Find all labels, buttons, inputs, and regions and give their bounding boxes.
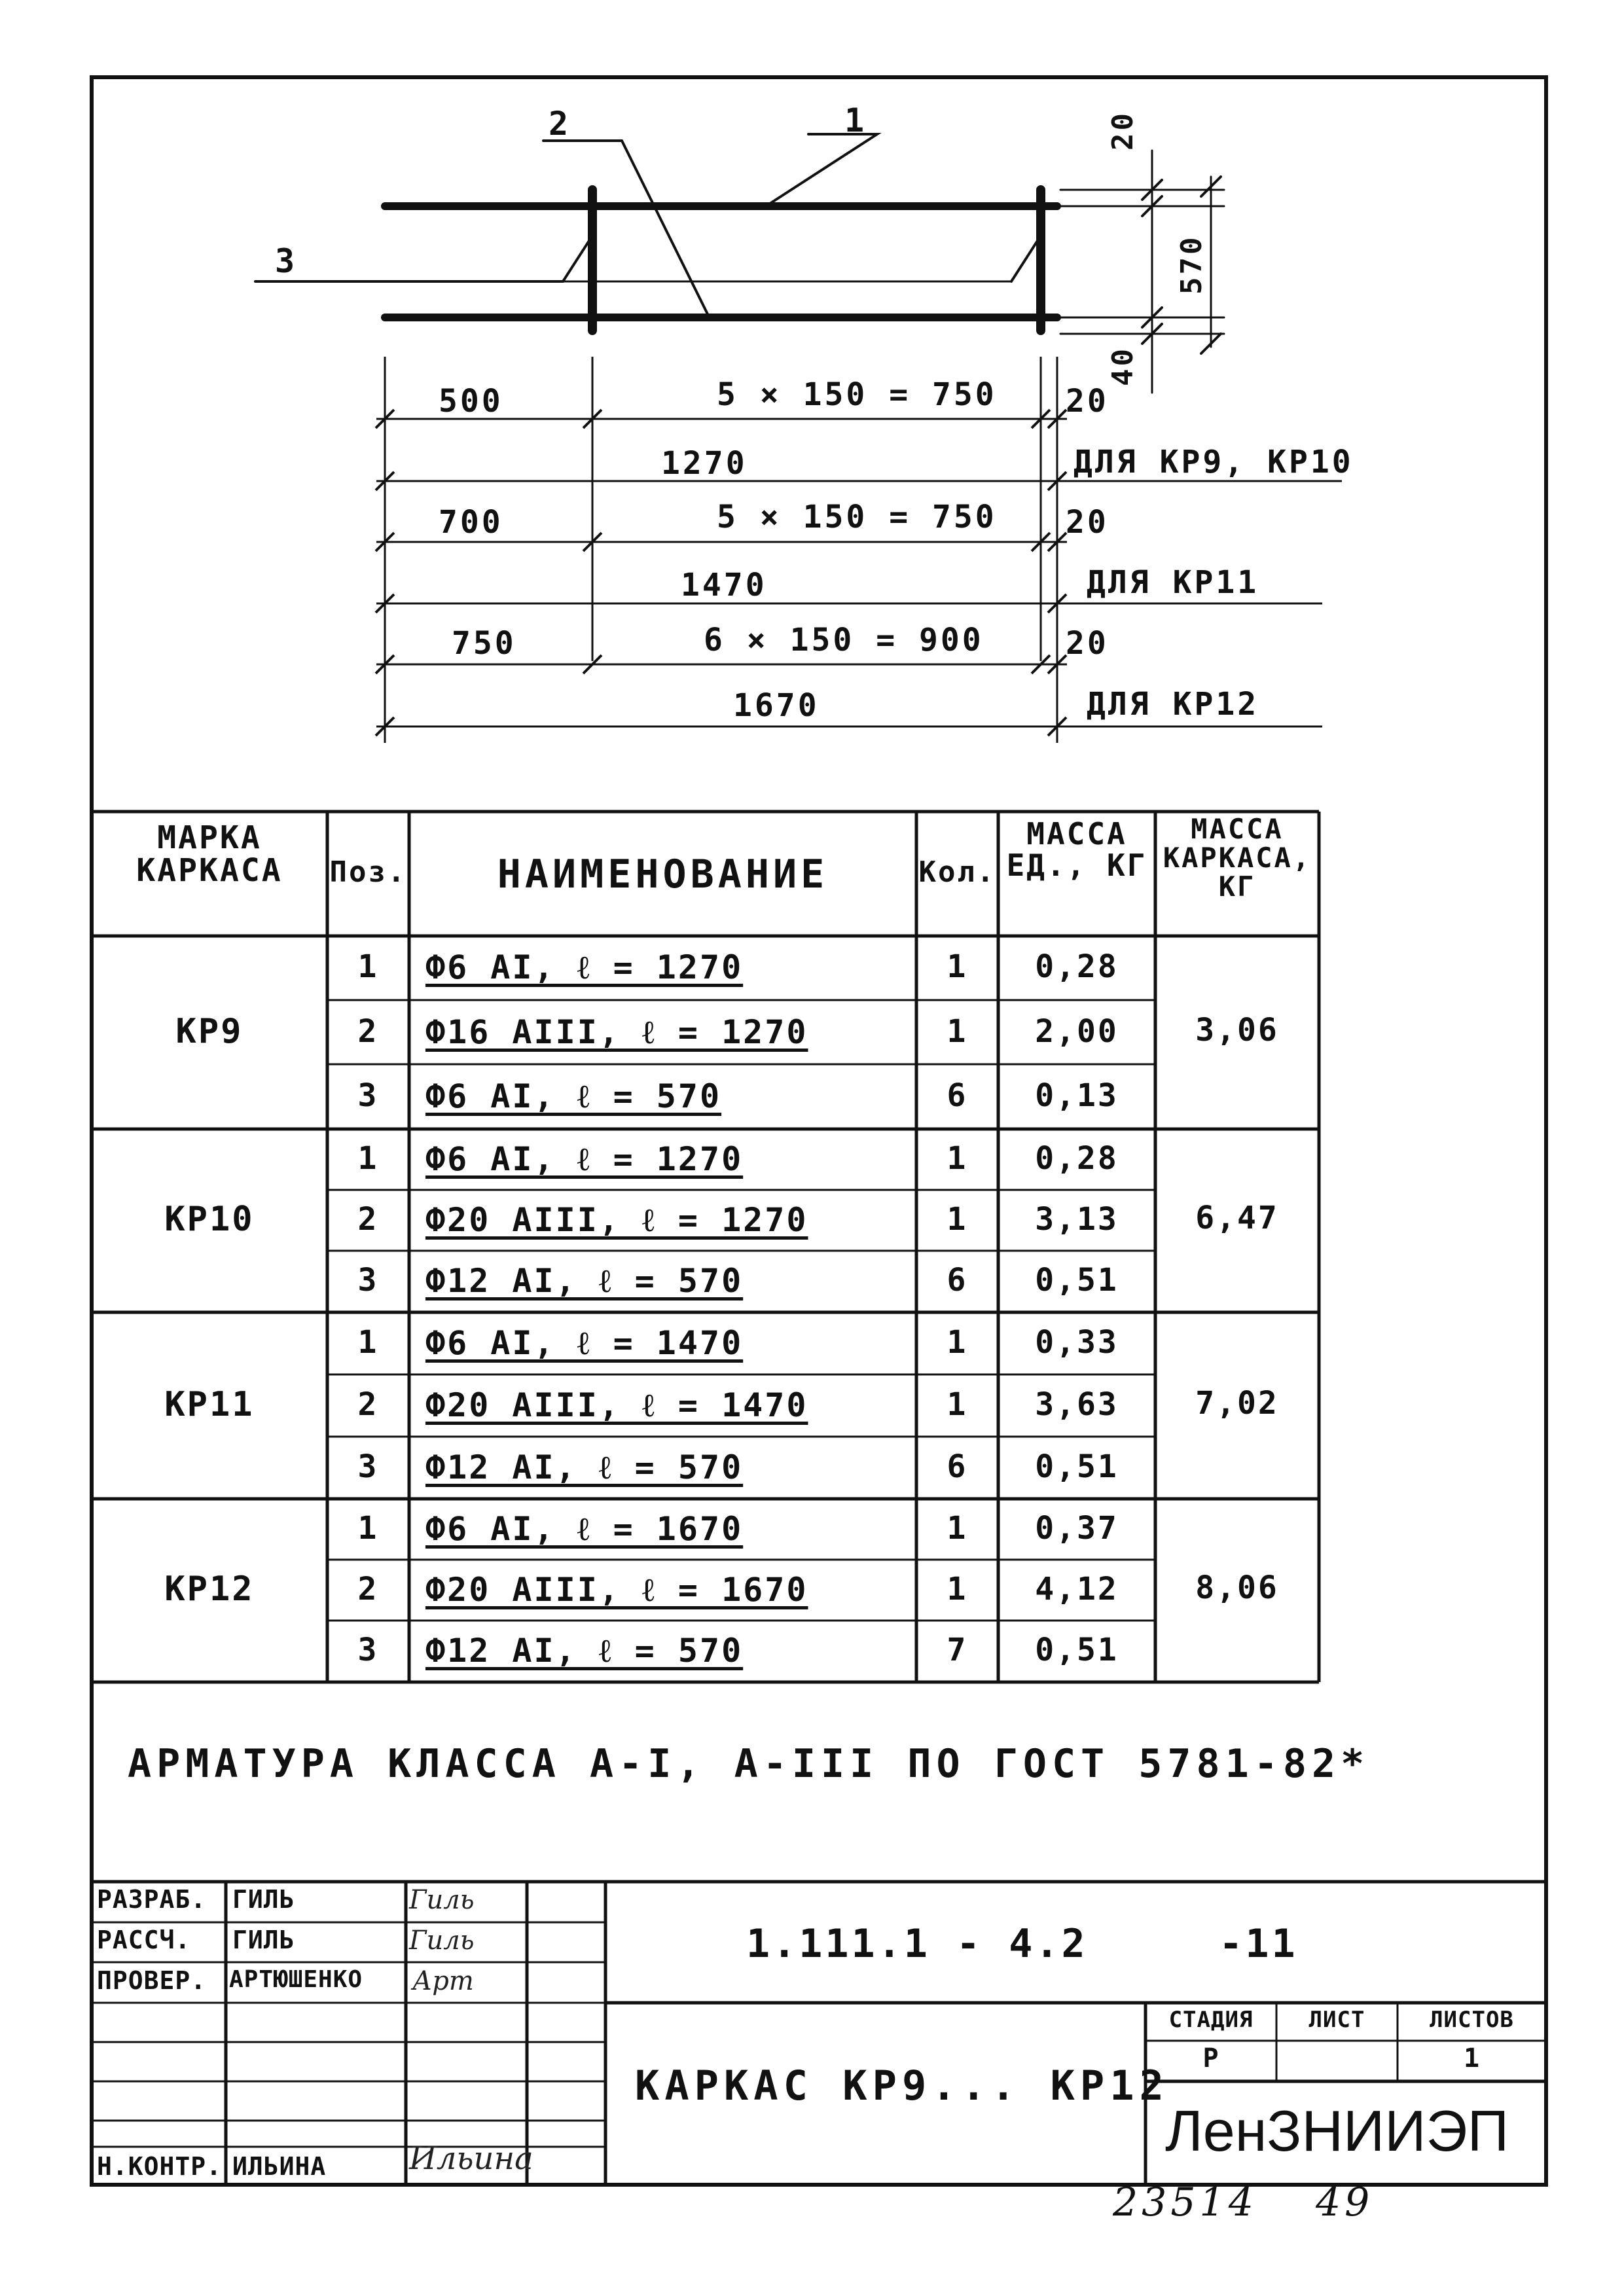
dim-mid-2: 5 × 150 = 750 — [717, 499, 997, 535]
dim-mid-3: 6 × 150 = 900 — [704, 622, 984, 658]
dim-for-2: ДЛЯ КР11 — [1087, 564, 1259, 601]
signature-developer: Гиль — [409, 1885, 475, 1915]
sheets-label: ЛИСТОВ — [1430, 2007, 1514, 2033]
callout-1: 1 — [844, 101, 867, 139]
frame-mass: 3,06 — [1195, 1011, 1279, 1049]
role-checked: ПРОВЕР. — [97, 1966, 207, 1995]
callout-3: 3 — [275, 242, 298, 280]
dim-for-1: ДЛЯ КР9, КР10 — [1074, 444, 1354, 480]
row-unit-mass: 0,51 — [1035, 1632, 1119, 1669]
frame-mark: КР10 — [164, 1200, 255, 1239]
stage-value: Р — [1202, 2043, 1219, 2073]
row-name: Ф12 АI, ℓ = 570 — [425, 1632, 744, 1670]
page-number: 49 — [1316, 2179, 1374, 2225]
row-unit-mass: 3,13 — [1035, 1201, 1119, 1238]
dim-left-1: 500 — [439, 383, 503, 420]
row-quantity: 1 — [947, 1509, 968, 1547]
signature-norm-control: Ильина — [409, 2140, 533, 2177]
row-quantity: 1 — [947, 1013, 968, 1050]
row-position: 1 — [357, 1509, 379, 1547]
cage-sketch — [255, 134, 1224, 393]
row-position: 2 — [357, 1571, 379, 1607]
row-name: Ф16 АIII, ℓ = 1270 — [425, 1013, 808, 1051]
row-quantity: 7 — [947, 1632, 968, 1669]
frame-mass: 8,06 — [1195, 1570, 1279, 1606]
row-position: 3 — [357, 1448, 379, 1485]
row-quantity: 1 — [947, 1571, 968, 1607]
row-position: 1 — [357, 948, 379, 986]
frame-mass: 7,02 — [1195, 1384, 1279, 1422]
leader-1 — [766, 134, 877, 206]
row-name: Ф6 АI, ℓ = 1670 — [425, 1509, 744, 1548]
row-position: 3 — [357, 1632, 379, 1669]
row-quantity: 6 — [947, 1262, 968, 1299]
organization-stamp: ЛенЗНИИЭП — [1165, 2098, 1509, 2163]
dim-height: 570 — [1175, 234, 1208, 295]
row-unit-mass: 0,51 — [1035, 1262, 1119, 1299]
row-name: Ф6 АI, ℓ = 1270 — [425, 1139, 744, 1178]
sheet-label: ЛИСТ — [1308, 2007, 1365, 2033]
row-quantity: 6 — [947, 1448, 968, 1485]
dim-edge-2: 20 — [1066, 504, 1109, 541]
dim-total-2: 1470 — [681, 567, 767, 603]
drawing-title: КАРКАС КР9... КР12 — [635, 2062, 1169, 2109]
col-header-name: НАИМЕНОВАНИЕ — [497, 852, 829, 897]
frame-mark: КР9 — [175, 1011, 244, 1051]
row-name: Ф20 АIII, ℓ = 1470 — [425, 1386, 808, 1424]
stage-label: СТАДИЯ — [1168, 2007, 1254, 2033]
row-name: Ф20 АIII, ℓ = 1270 — [425, 1201, 808, 1239]
table-grid — [92, 812, 1319, 1682]
col-header-mark: МАРКА КАРКАСА — [136, 819, 283, 889]
dim-total-3: 1670 — [733, 687, 820, 724]
role-calculated: РАССЧ. — [97, 1926, 191, 1954]
row-quantity: 1 — [947, 1323, 968, 1361]
row-position: 1 — [357, 1139, 379, 1177]
row-position: 1 — [357, 1323, 379, 1361]
sheets-value: 1 — [1463, 2043, 1481, 2073]
name-calculated: ГИЛЬ — [232, 1926, 295, 1954]
name-checked: АРТЮШЕНКО — [229, 1966, 363, 1993]
leader-2 — [543, 141, 710, 319]
row-name: Ф20 АIII, ℓ = 1670 — [425, 1571, 808, 1609]
row-quantity: 1 — [947, 1386, 968, 1423]
row-position: 3 — [357, 1077, 379, 1114]
col-header-qty: Кол. — [918, 855, 996, 889]
row-quantity: 1 — [947, 948, 968, 986]
row-quantity: 1 — [947, 1139, 968, 1177]
archive-number: 23514 — [1113, 2179, 1257, 2225]
row-quantity: 1 — [947, 1201, 968, 1238]
signature-checked: Арт — [412, 1966, 474, 1996]
row-unit-mass: 0,28 — [1035, 948, 1119, 986]
row-unit-mass: 0,37 — [1035, 1509, 1119, 1547]
row-unit-mass: 0,28 — [1035, 1139, 1119, 1177]
dim-left-3: 750 — [452, 625, 516, 662]
callout-2: 2 — [549, 105, 571, 143]
row-unit-mass: 0,33 — [1035, 1323, 1119, 1361]
row-unit-mass: 2,00 — [1035, 1013, 1119, 1050]
signature-calculated: Гиль — [409, 1926, 475, 1956]
dim-edge-1: 20 — [1066, 383, 1109, 420]
row-name: Ф12 АI, ℓ = 570 — [425, 1448, 744, 1486]
reinforcement-note: АРМАТУРА КЛАССА А-I, А-III ПО ГОСТ 5781-82* — [128, 1741, 1370, 1787]
col-header-unit-mass: МАССА ЕД., КГ — [1006, 816, 1147, 884]
row-unit-mass: 0,51 — [1035, 1448, 1119, 1485]
leader-3 — [255, 236, 592, 281]
dim-for-3: ДЛЯ КР12 — [1087, 686, 1259, 723]
row-name: Ф6 АI, ℓ = 570 — [425, 1077, 722, 1115]
dim-left-2: 700 — [439, 504, 503, 541]
frame-mark: КР12 — [164, 1570, 255, 1609]
row-position: 2 — [357, 1201, 379, 1238]
row-unit-mass: 0,13 — [1035, 1077, 1119, 1114]
row-position: 2 — [357, 1386, 379, 1423]
document-code: 1.111.1 - 4.2 -11 — [746, 1921, 1298, 1967]
row-unit-mass: 4,12 — [1035, 1571, 1119, 1607]
row-position: 3 — [357, 1262, 379, 1299]
dim-top-offset: 20 — [1106, 111, 1140, 151]
name-developer: ГИЛЬ — [232, 1885, 295, 1914]
row-unit-mass: 3,63 — [1035, 1386, 1119, 1423]
dim-mid-1: 5 × 150 = 750 — [717, 376, 997, 413]
dimension-lines — [376, 357, 1342, 743]
row-position: 2 — [357, 1013, 379, 1050]
frame-mark: КР11 — [164, 1384, 255, 1424]
row-quantity: 6 — [947, 1077, 968, 1114]
col-header-frame-mass: МАССА КАРКАСА, КГ — [1163, 813, 1312, 903]
role-norm-control: Н.КОНТР. — [97, 2152, 223, 2181]
row-name: Ф6 АI, ℓ = 1270 — [425, 948, 744, 987]
role-developer: РАЗРАБ. — [97, 1885, 207, 1914]
row-name: Ф12 АI, ℓ = 570 — [425, 1262, 744, 1300]
dim-total-1: 1270 — [661, 445, 748, 482]
col-header-pos: Поз. — [329, 855, 407, 889]
dim-bottom-offset: 40 — [1106, 346, 1140, 386]
dim-edge-3: 20 — [1066, 625, 1109, 662]
frame-mass: 6,47 — [1195, 1200, 1279, 1236]
row-name: Ф6 АI, ℓ = 1470 — [425, 1323, 744, 1362]
name-norm-control: ИЛЬИНА — [232, 2152, 327, 2181]
